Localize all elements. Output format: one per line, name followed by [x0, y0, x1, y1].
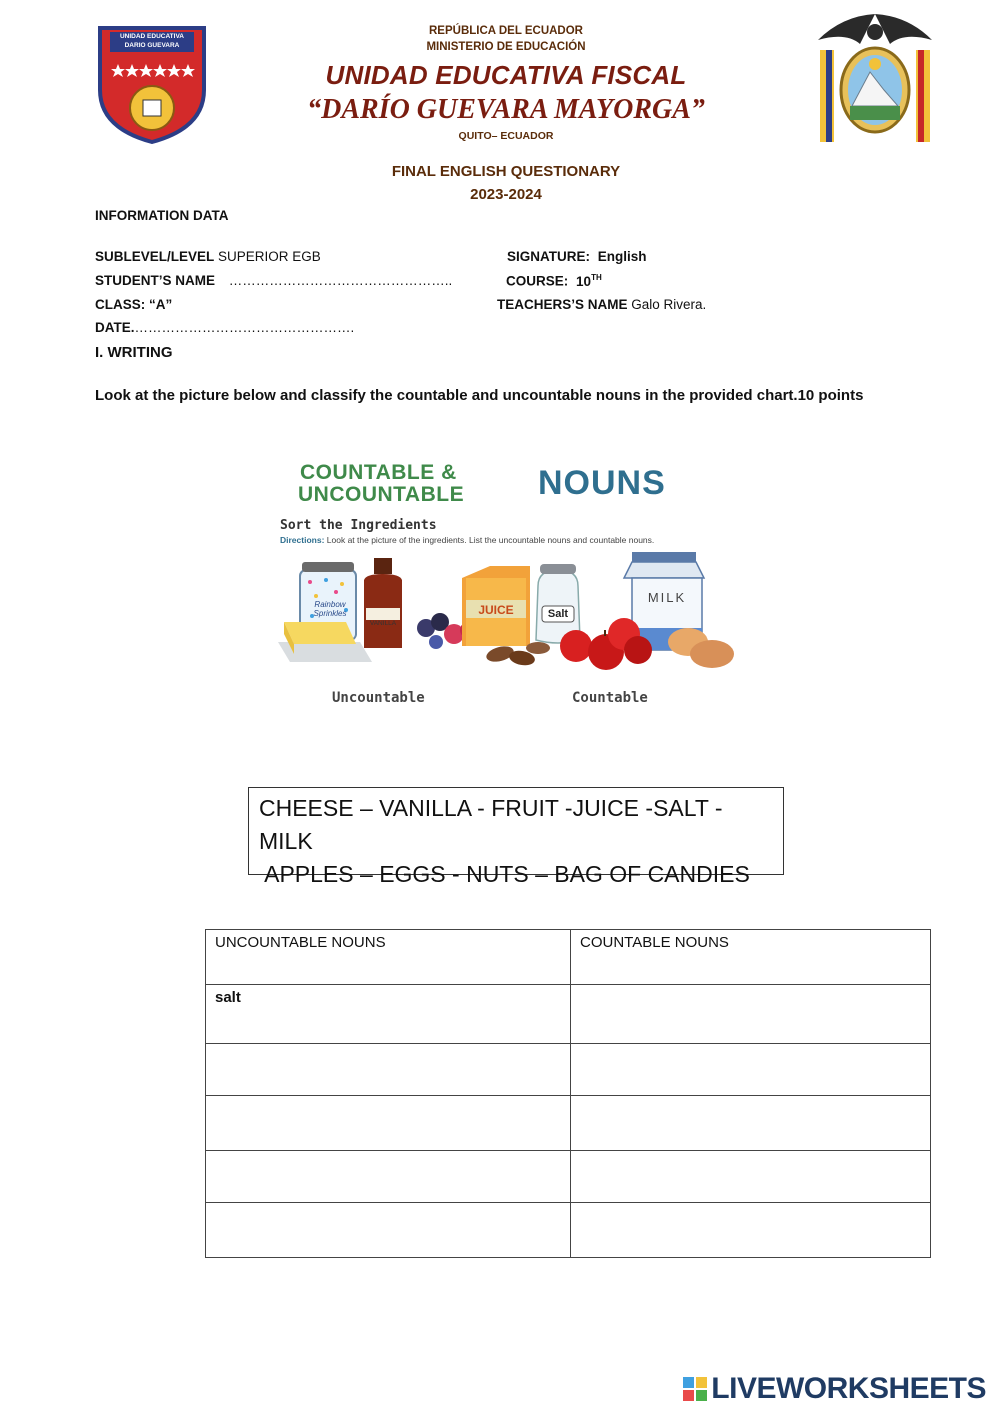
butter-icon [278, 622, 372, 662]
directions-label: Directions: [280, 535, 325, 545]
student-name-field[interactable]: ………………………………………….. [228, 273, 453, 288]
info-heading: INFORMATION DATA [95, 208, 229, 223]
date-row [95, 320, 354, 335]
answer-cell-countable[interactable] [571, 1044, 931, 1096]
answer-cell-uncountable[interactable] [206, 1151, 571, 1203]
teacher-label: TEACHERS’S NAME [497, 297, 628, 312]
answer-cell-uncountable[interactable] [206, 1096, 571, 1151]
picture-title-line2: UNCOUNTABLE [298, 483, 465, 506]
teacher-row [497, 297, 706, 312]
vanilla-label: VANILLA [369, 620, 397, 627]
directions-text: Look at the picture of the ingredients. List the uncountable nouns and countable nouns. [326, 535, 655, 545]
word-bank-box [248, 787, 784, 887]
liveworksheets-logo[interactable] [683, 1372, 986, 1406]
answer-cell-uncountable[interactable] [206, 1044, 571, 1096]
answer-cell-uncountable[interactable]: salt [206, 985, 571, 1044]
student-name-row [95, 273, 452, 288]
word-bank-line2: APPLES – EGGS - NUTS – BAG OF CANDIES [259, 861, 750, 887]
table-row [206, 1096, 931, 1151]
picture-subtitle: Sort the Ingredients [280, 518, 437, 533]
classification-table [205, 929, 931, 1258]
sublevel-value: SUPERIOR EGB [218, 249, 321, 264]
course-label: COURSE: [506, 273, 569, 289]
header-countable: COUNTABLE NOUNS [571, 930, 931, 985]
vanilla-bottle-icon [364, 558, 402, 648]
table-row [206, 1151, 931, 1203]
header-ministry: MINISTERIO DE EDUCACIÓN [426, 41, 586, 53]
answer-cell-uncountable[interactable] [206, 1203, 571, 1258]
header-republic: REPÚBLICA DEL ECUADOR [429, 25, 583, 37]
nouns-picture [276, 458, 746, 714]
sprinkles-label: Rainbow Sprinkles [313, 600, 347, 618]
answer-cell-countable[interactable] [571, 1096, 931, 1151]
table-row [206, 985, 931, 1044]
date-label: DATE. [95, 320, 135, 335]
signature-label: SIGNATURE: [507, 249, 590, 264]
signature-value: English [597, 249, 647, 264]
label-countable: Countable [572, 690, 648, 706]
picture-directions [280, 536, 750, 545]
table-row [206, 1044, 931, 1096]
header-uncountable: UNCOUNTABLE NOUNS [206, 930, 571, 985]
exam-year: 2023-2024 [470, 186, 542, 203]
sublevel-row [95, 249, 321, 264]
salt-label: Salt [547, 608, 569, 620]
student-name-label: STUDENT’S NAME [95, 273, 216, 288]
teacher-value: Galo Rivera. [631, 297, 707, 312]
section-title: I. WRITING [95, 344, 173, 361]
class-label: CLASS: “A” [95, 297, 173, 312]
signature-row [507, 249, 647, 264]
word-bank-line1: CHEESE – VANILLA - FRUIT -JUICE -SALT -MILK [259, 795, 723, 854]
answer-cell-countable[interactable] [571, 1151, 931, 1203]
table-header-row [206, 930, 931, 985]
course-superscript: TH [591, 273, 602, 282]
school-name-line1: UNIDAD EDUCATIVA FISCAL [325, 60, 687, 90]
milk-label: MILK [647, 590, 687, 605]
course-value: 10 [576, 273, 592, 289]
liveworksheets-cube-icon [683, 1377, 707, 1401]
eggs-icon [668, 628, 734, 668]
juice-label: JUICE [478, 603, 514, 617]
picture-title-nouns: NOUNS [538, 464, 666, 502]
school-name-line2: “DARÍO GUEVARA MAYORGA” [307, 94, 705, 125]
shield-logo-text: UNIDAD EDUCATIVA DARIO GUEVARA [119, 33, 185, 49]
header-city: QUITO– ECUADOR [458, 130, 554, 142]
liveworksheets-brand-text: LIVEWORKSHEETS [711, 1372, 986, 1405]
answer-cell-countable[interactable] [571, 985, 931, 1044]
picture-title-line1: COUNTABLE & [300, 461, 457, 484]
answer-cell-countable[interactable] [571, 1203, 931, 1258]
date-field[interactable]: …………………………………………. [134, 320, 355, 335]
instruction-text: Look at the picture below and classify the countable and uncountable nouns in the provided chart.10 points [95, 387, 864, 404]
course-row [506, 273, 602, 289]
sublevel-label: SUBLEVEL/LEVEL [95, 249, 215, 264]
table-row [206, 1203, 931, 1258]
exam-title: FINAL ENGLISH QUESTIONARY [391, 163, 621, 180]
label-uncountable: Uncountable [332, 690, 425, 706]
